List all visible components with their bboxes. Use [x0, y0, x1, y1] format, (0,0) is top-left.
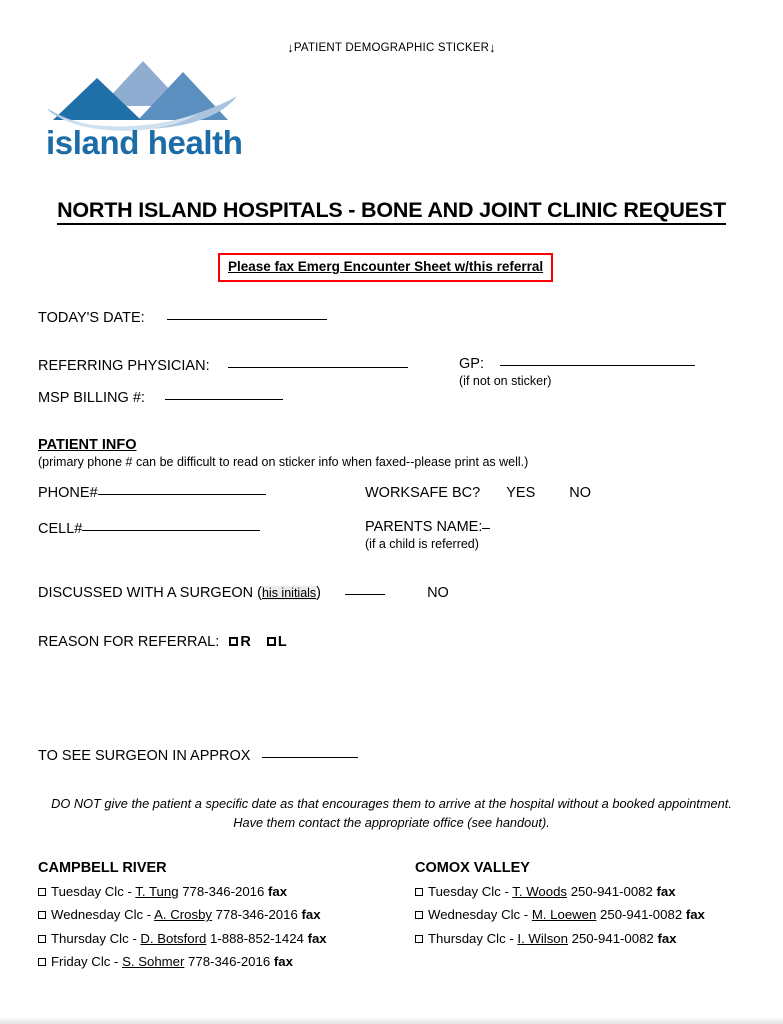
patient-info-heading: PATIENT INFO	[38, 437, 137, 453]
clinic-day: Tuesday Clc -	[51, 884, 136, 899]
clinic-list-item[interactable]	[415, 907, 775, 923]
reason-option-r-label: R	[240, 634, 251, 650]
clinic-fax-label: fax	[301, 907, 321, 923]
clinic-list-item[interactable]	[38, 907, 398, 923]
worksafe-label: WORKSAFE BC?	[365, 485, 481, 501]
phone-input[interactable]	[98, 494, 266, 495]
phone-label: PHONE#	[38, 485, 98, 501]
fax-notice-text: Please fax Emerg Encounter Sheet w/this referral	[228, 259, 544, 274]
cell-field	[38, 521, 260, 538]
discussed-initials-input[interactable]	[345, 594, 385, 595]
referring-physician-label: REFERRING PHYSICIAN:	[38, 358, 210, 374]
msp-billing-field	[38, 390, 283, 407]
mountains-icon	[45, 58, 240, 133]
clinic-list-item[interactable]	[38, 954, 398, 970]
reason-checkbox-left[interactable]	[267, 637, 276, 646]
clinic-list-item[interactable]	[415, 884, 775, 900]
clinic-checkbox[interactable]	[38, 958, 46, 966]
clinic-checkbox[interactable]	[415, 888, 423, 896]
clinic-day: Thursday Clc -	[428, 930, 518, 946]
parents-name-label: PARENTS NAME:	[365, 519, 483, 535]
clinic-fax-label: fax	[307, 930, 327, 946]
clinic-doctor: I. Wilson	[517, 930, 568, 946]
page-title-text: NORTH ISLAND HOSPITALS - BONE AND JOINT CLINIC REQUEST	[57, 198, 726, 225]
page-title	[0, 198, 783, 223]
todays-date-label: TODAY'S DATE:	[38, 310, 145, 326]
clinic-day: Wednesday Clc -	[428, 907, 532, 923]
clinic-phone: 250-941-0082	[567, 884, 657, 899]
discussed-label: DISCUSSED WITH A SURGEON (	[38, 585, 262, 601]
worksafe-field	[365, 485, 591, 502]
todays-date-field	[38, 310, 327, 327]
reason-option-l-label: L	[277, 634, 287, 650]
clinic-day: Wednesday Clc -	[51, 907, 155, 923]
clinic-day: Tuesday Clc -	[428, 884, 513, 899]
discussed-label-close: )	[316, 585, 322, 601]
discussed-initials-hint: his initials	[261, 586, 317, 600]
clinic-phone: 250-941-0082	[567, 930, 658, 946]
patient-info-note: (primary phone # can be difficult to read on sticker info when faxed--please print as well.)	[38, 455, 529, 469]
fax-notice-box	[218, 253, 553, 282]
reason-label: REASON FOR REFERRAL:	[38, 634, 220, 650]
clinic-list-item[interactable]	[38, 931, 398, 947]
clinic-day: Thursday Clc -	[51, 930, 141, 946]
clinic-list-item[interactable]	[415, 931, 775, 947]
clinic-doctor: S. Sohmer	[122, 954, 185, 970]
gp-note: (if not on sticker)	[459, 374, 552, 388]
clinic-doctor: D. Botsford	[140, 930, 207, 946]
clinic-phone: 778-346-2016	[178, 884, 269, 899]
patient-demographic-sticker-header	[0, 40, 783, 55]
clinic-doctor: M. Loewen	[531, 907, 597, 923]
clinic-checkbox[interactable]	[38, 935, 46, 943]
clinic-doctor: T. Woods	[512, 884, 568, 899]
clinic-checkbox[interactable]	[415, 935, 423, 943]
worksafe-no-option[interactable]: NO	[569, 485, 592, 501]
msp-billing-label: MSP BILLING #:	[38, 390, 145, 406]
clinic-fax-label: fax	[685, 907, 705, 923]
clinic-column-title: COMOX VALLEY	[415, 860, 530, 876]
reason-for-referral-field	[38, 634, 287, 651]
disclaimer-line-1: DO NOT give the patient a specific date as that encourages them to arrive at the hospital without a booked appointment.	[51, 796, 732, 811]
see-surgeon-approx-field	[38, 748, 358, 765]
gp-field	[459, 356, 695, 373]
todays-date-input[interactable]	[167, 319, 327, 320]
worksafe-yes-option[interactable]: YES	[506, 485, 536, 501]
page-bottom-edge	[0, 1018, 783, 1024]
down-arrow-icon: ↓	[489, 40, 496, 55]
discussed-no-option[interactable]: NO	[427, 585, 449, 601]
clinic-phone: 778-346-2016	[184, 954, 274, 970]
clinic-fax-label: fax	[273, 954, 293, 970]
cell-input[interactable]	[82, 530, 260, 531]
clinic-checkbox[interactable]	[415, 911, 423, 919]
phone-field	[38, 485, 266, 502]
discussed-with-surgeon-field	[38, 585, 449, 602]
island-health-wordmark: island health	[46, 124, 243, 161]
appointment-disclaimer	[0, 795, 783, 832]
down-arrow-icon: ↓	[287, 40, 294, 55]
clinic-column-title: CAMPBELL RIVER	[38, 860, 167, 876]
clinic-column-comox-valley	[415, 860, 775, 954]
clinic-column-campbell-river	[38, 860, 398, 977]
clinic-phone: 250-941-0082	[596, 907, 686, 923]
parents-name-note: (if a child is referred)	[365, 537, 479, 551]
clinic-list-item[interactable]	[38, 884, 398, 900]
clinic-doctor: T. Tung	[135, 884, 179, 899]
reason-checkbox-right[interactable]	[229, 637, 238, 646]
clinic-doctor: A. Crosby	[154, 907, 213, 923]
clinic-fax-label: fax	[656, 884, 676, 899]
clinic-phone: 1-888-852-1424	[206, 930, 308, 946]
referring-physician-field	[38, 358, 408, 375]
clinic-checkbox[interactable]	[38, 888, 46, 896]
parents-name-input[interactable]	[482, 528, 490, 529]
referring-physician-input[interactable]	[228, 367, 408, 368]
clinic-phone: 778-346-2016	[212, 907, 302, 923]
disclaimer-line-2: Have them contact the appropriate office (see handout).	[233, 814, 550, 830]
cell-label: CELL#	[38, 521, 83, 537]
see-surgeon-approx-input[interactable]	[262, 757, 358, 758]
clinic-fax-label: fax	[268, 884, 288, 899]
clinic-checkbox[interactable]	[38, 911, 46, 919]
clinic-day: Friday Clc -	[51, 954, 123, 970]
msp-billing-input[interactable]	[165, 399, 283, 400]
sticker-label: PATIENT DEMOGRAPHIC STICKER	[293, 42, 490, 54]
parents-name-field	[365, 519, 490, 536]
see-surgeon-approx-label: TO SEE SURGEON IN APPROX	[38, 748, 251, 764]
clinic-fax-label: fax	[657, 930, 677, 946]
gp-label: GP:	[459, 356, 484, 372]
gp-input[interactable]	[500, 365, 695, 366]
